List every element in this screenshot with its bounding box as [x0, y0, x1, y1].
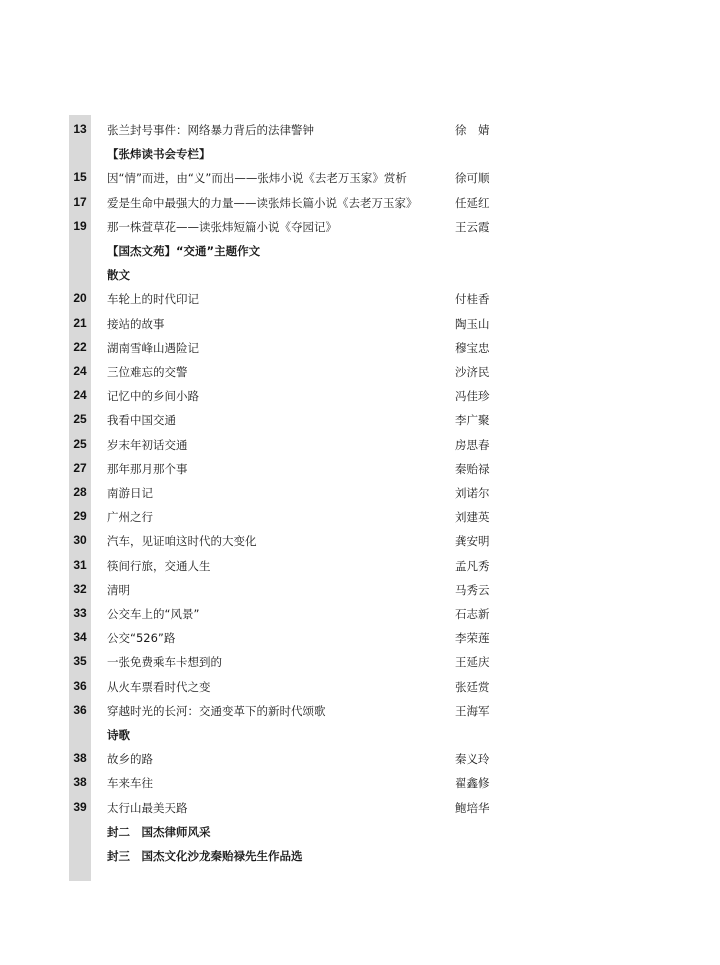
article-title: 太行山最美天路 [107, 800, 188, 815]
article-author: 秦贻禄 [455, 461, 490, 476]
section-title: 【张炜读书会专栏】 [107, 147, 211, 162]
toc-page-number: 17 [73, 194, 87, 209]
article-author: 石志新 [455, 607, 490, 621]
article-author: 穆宝忠 [455, 340, 490, 355]
toc-page-number: 36 [73, 702, 87, 717]
toc-entry [0, 433, 720, 457]
article-title: 那一株萱草花——读张炜短篇小说《夺园记》 [107, 219, 337, 234]
article-title: 湖南雪峰山遇险记 [107, 340, 199, 355]
article-title: 清明 [107, 582, 130, 597]
toc-entry [0, 578, 720, 602]
toc-entry [0, 626, 720, 650]
article-author: 付桂香 [455, 292, 490, 307]
article-author: 王延庆 [455, 655, 490, 670]
article-author: 沙济民 [455, 365, 490, 379]
toc-entry [0, 118, 720, 142]
toc-page-number: 36 [73, 678, 87, 693]
section-title: 诗歌 [107, 728, 130, 742]
article-title: 爱是生命中最强大的力量——读张炜长篇小说《去老万玉家》 [107, 195, 418, 210]
toc-entry [0, 796, 720, 820]
article-author: 孟凡秀 [455, 558, 490, 573]
toc-page-number: 38 [73, 751, 87, 766]
toc-page-number: 25 [73, 412, 87, 427]
toc-section-heading [0, 142, 720, 166]
toc-entry [0, 287, 720, 311]
toc-page-number: 21 [73, 315, 87, 330]
article-title: 从火车票看时代之变 [107, 679, 211, 694]
article-title: 记忆中的乡间小路 [107, 389, 199, 404]
article-author: 马秀云 [455, 582, 490, 597]
toc-entry [0, 481, 720, 505]
article-author: 秦义玲 [455, 752, 490, 767]
article-title: 我看中国交通 [107, 413, 176, 428]
toc-entry [0, 675, 720, 699]
article-author: 房思春 [455, 437, 490, 452]
toc-entry [0, 529, 720, 553]
toc-page-number: 15 [73, 170, 87, 185]
article-author: 翟鑫修 [455, 776, 490, 791]
toc-entry [0, 747, 720, 771]
section-title: 【国杰文苑】“交通”主题作文 [107, 244, 261, 258]
article-author: 徐 婧 [455, 123, 490, 137]
article-title: 筷间行旅，交通人生 [107, 558, 211, 573]
toc-entry [0, 191, 720, 215]
article-title: 张兰封号事件：网络暴力背后的法律警钟 [107, 123, 314, 137]
toc-page-number: 33 [73, 606, 87, 620]
toc-entry [0, 312, 720, 336]
article-author: 刘建英 [455, 510, 490, 525]
section-title: 封三 国杰文化沙龙秦贻禄先生作品选 [107, 849, 303, 863]
toc-page-number: 29 [73, 509, 87, 524]
article-title: 故乡的路 [107, 752, 153, 767]
toc-entry [0, 166, 720, 190]
toc-page-number: 32 [73, 581, 87, 596]
toc-section-heading [0, 723, 720, 747]
article-title: 车来车往 [107, 776, 153, 791]
toc-entry [0, 554, 720, 578]
toc-page-number: 31 [73, 557, 87, 572]
article-author: 鲍培华 [455, 800, 490, 815]
article-title: 因“情”而进，由“义”而出——张炜小说《去老万玉家》赏析 [107, 171, 407, 186]
article-title: 接站的故事 [107, 316, 165, 331]
toc-entry [0, 771, 720, 795]
article-title: 那年那月那个事 [107, 461, 188, 476]
article-author: 徐可顺 [455, 171, 490, 186]
article-title: 汽车，见证咱这时代的大变化 [107, 534, 257, 549]
article-author: 陶玉山 [455, 316, 490, 331]
toc-page-number: 35 [73, 654, 87, 669]
article-title: 三位难忘的交警 [107, 365, 188, 379]
article-author: 任延红 [455, 195, 490, 210]
article-title: 穿越时光的长河：交通变革下的新时代颂歌 [107, 703, 326, 718]
toc-entry [0, 602, 720, 626]
toc-page-number: 24 [73, 388, 87, 403]
article-author: 张廷赏 [455, 679, 490, 694]
toc-section-heading [0, 263, 720, 287]
toc-page-number: 24 [73, 364, 87, 378]
article-author: 王海军 [455, 703, 490, 718]
toc-page-number: 13 [73, 122, 87, 136]
toc-entry [0, 336, 720, 360]
toc-entry [0, 505, 720, 529]
article-title: 车轮上的时代印记 [107, 292, 199, 307]
article-author: 李荣莲 [455, 631, 490, 646]
article-title: 岁末年初话交通 [107, 437, 188, 452]
article-title: 公交“526”路 [107, 631, 176, 646]
toc-entry [0, 384, 720, 408]
toc-page-number: 39 [73, 799, 87, 814]
toc-page-number: 22 [73, 339, 87, 354]
toc-entry [0, 457, 720, 481]
toc-page-number: 19 [73, 218, 87, 233]
toc-entry [0, 699, 720, 723]
article-author: 王云霞 [455, 219, 490, 234]
toc-section-heading [0, 844, 720, 868]
section-title: 散文 [107, 268, 130, 283]
toc-entry [0, 215, 720, 239]
toc-entry [0, 650, 720, 674]
article-author: 冯佳珍 [455, 389, 490, 404]
toc-page-number: 27 [73, 460, 87, 475]
toc-entry [0, 360, 720, 384]
article-title: 广州之行 [107, 510, 153, 525]
section-title: 封二 国杰律师风采 [107, 824, 211, 839]
toc-page-number: 30 [73, 533, 87, 548]
toc-page-number: 20 [73, 291, 87, 306]
toc-page-number: 25 [73, 436, 87, 451]
article-author: 李广聚 [455, 413, 490, 428]
article-title: 公交车上的“风景” [107, 607, 200, 621]
article-author: 刘诺尔 [455, 486, 490, 500]
toc-page-number: 28 [73, 485, 87, 499]
article-title: 一张免费乘车卡想到的 [107, 655, 222, 670]
toc-page-number: 38 [73, 775, 87, 790]
toc-section-heading [0, 820, 720, 844]
toc-entry [0, 408, 720, 432]
toc-page-number: 34 [73, 630, 87, 645]
article-author: 龚安明 [455, 534, 490, 549]
toc-section-heading [0, 239, 720, 263]
article-title: 南游日记 [107, 486, 153, 500]
